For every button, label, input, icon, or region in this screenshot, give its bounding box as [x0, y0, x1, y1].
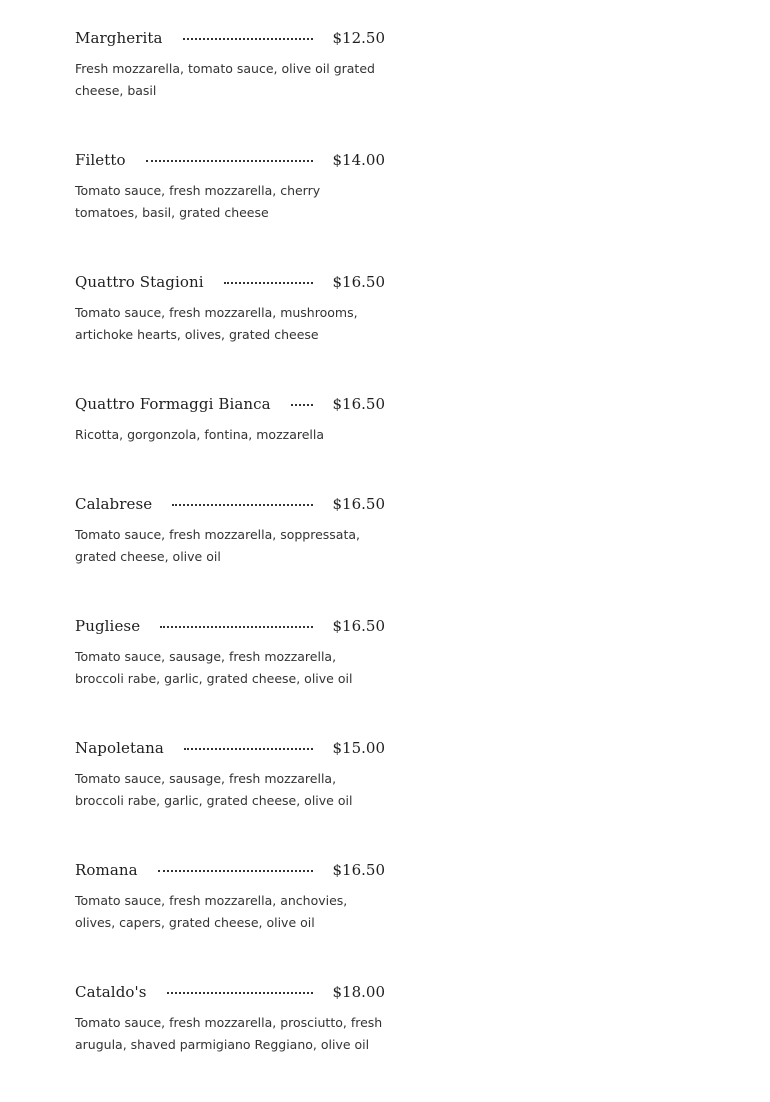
menu-item-name: Romana [75, 861, 138, 879]
menu-item-cataldos [75, 980, 385, 1102]
menu-item-price: $16.50 [332, 861, 385, 879]
menu-item-price: $16.50 [332, 495, 385, 513]
menu-item-price: $14.00 [332, 151, 385, 169]
menu-item-price: $16.50 [332, 617, 385, 635]
menu-item-name: Pugliese [75, 617, 141, 635]
menu-item-description: Tomato sauce, fresh mozzarella, cherry tomatoes, basil, grated cheese [75, 183, 321, 220]
dot-leader [184, 748, 313, 750]
menu-item-name: Calabrese [75, 495, 153, 513]
menu-item-romana [75, 858, 385, 980]
menu-item-header [75, 980, 385, 1004]
menu-item-calabrese [75, 492, 385, 614]
menu-item-description: Tomato sauce, fresh mozzarella, prosciutto, fresh arugula, shaved parmigiano Reggiano, olive oil [75, 1015, 383, 1052]
menu-item-description: Tomato sauce, fresh mozzarella, anchovies, olives, capers, grated cheese, olive oil [75, 893, 348, 930]
dot-leader [146, 160, 313, 162]
menu-list [75, 26, 385, 1102]
menu-item-napoletana [75, 736, 385, 858]
dot-leader [224, 282, 313, 284]
menu-item-header [75, 270, 385, 294]
menu-item-description: Tomato sauce, sausage, fresh mozzarella, broccoli rabe, garlic, grated cheese, olive oil [75, 649, 353, 686]
menu-item-price: $15.00 [332, 739, 385, 757]
menu-item-price: $16.50 [332, 395, 385, 413]
menu-item-name: Filetto [75, 151, 126, 169]
dot-leader [158, 870, 313, 872]
menu-item-name: Napoletana [75, 739, 164, 757]
menu-item-description: Ricotta, gorgonzola, fontina, mozzarella [75, 427, 325, 442]
menu-item-header [75, 492, 385, 516]
menu-item-name: Margherita [75, 29, 163, 47]
dot-leader [172, 504, 312, 506]
dot-leader [160, 626, 312, 628]
menu-item-header [75, 614, 385, 638]
dot-leader [167, 992, 313, 994]
menu-item-margherita [75, 26, 385, 148]
menu-item-pugliese [75, 614, 385, 736]
menu-item-description: Tomato sauce, sausage, fresh mozzarella, broccoli rabe, garlic, grated cheese, olive oil [75, 771, 353, 808]
menu-item-description: Fresh mozzarella, tomato sauce, olive oil grated cheese, basil [75, 61, 375, 98]
menu-item-price: $12.50 [332, 29, 385, 47]
menu-item-name: Cataldo's [75, 983, 147, 1001]
menu-item-header [75, 26, 385, 50]
menu-item-filetto [75, 148, 385, 270]
menu-item-quattro-stagioni [75, 270, 385, 392]
dot-leader [291, 404, 313, 406]
menu-item-header [75, 858, 385, 882]
menu-item-name: Quattro Stagioni [75, 273, 204, 291]
dot-leader [183, 38, 313, 40]
menu-item-header [75, 392, 385, 416]
menu-item-description: Tomato sauce, fresh mozzarella, soppressata, grated cheese, olive oil [75, 527, 361, 564]
menu-item-price: $18.00 [332, 983, 385, 1001]
menu-item-header [75, 736, 385, 760]
menu-item-name: Quattro Formaggi Bianca [75, 395, 271, 413]
menu-item-description: Tomato sauce, fresh mozzarella, mushrooms, artichoke hearts, olives, grated cheese [75, 305, 358, 342]
menu-item-price: $16.50 [332, 273, 385, 291]
menu-item-header [75, 148, 385, 172]
menu-item-quattro-formaggi-bianca [75, 392, 385, 492]
